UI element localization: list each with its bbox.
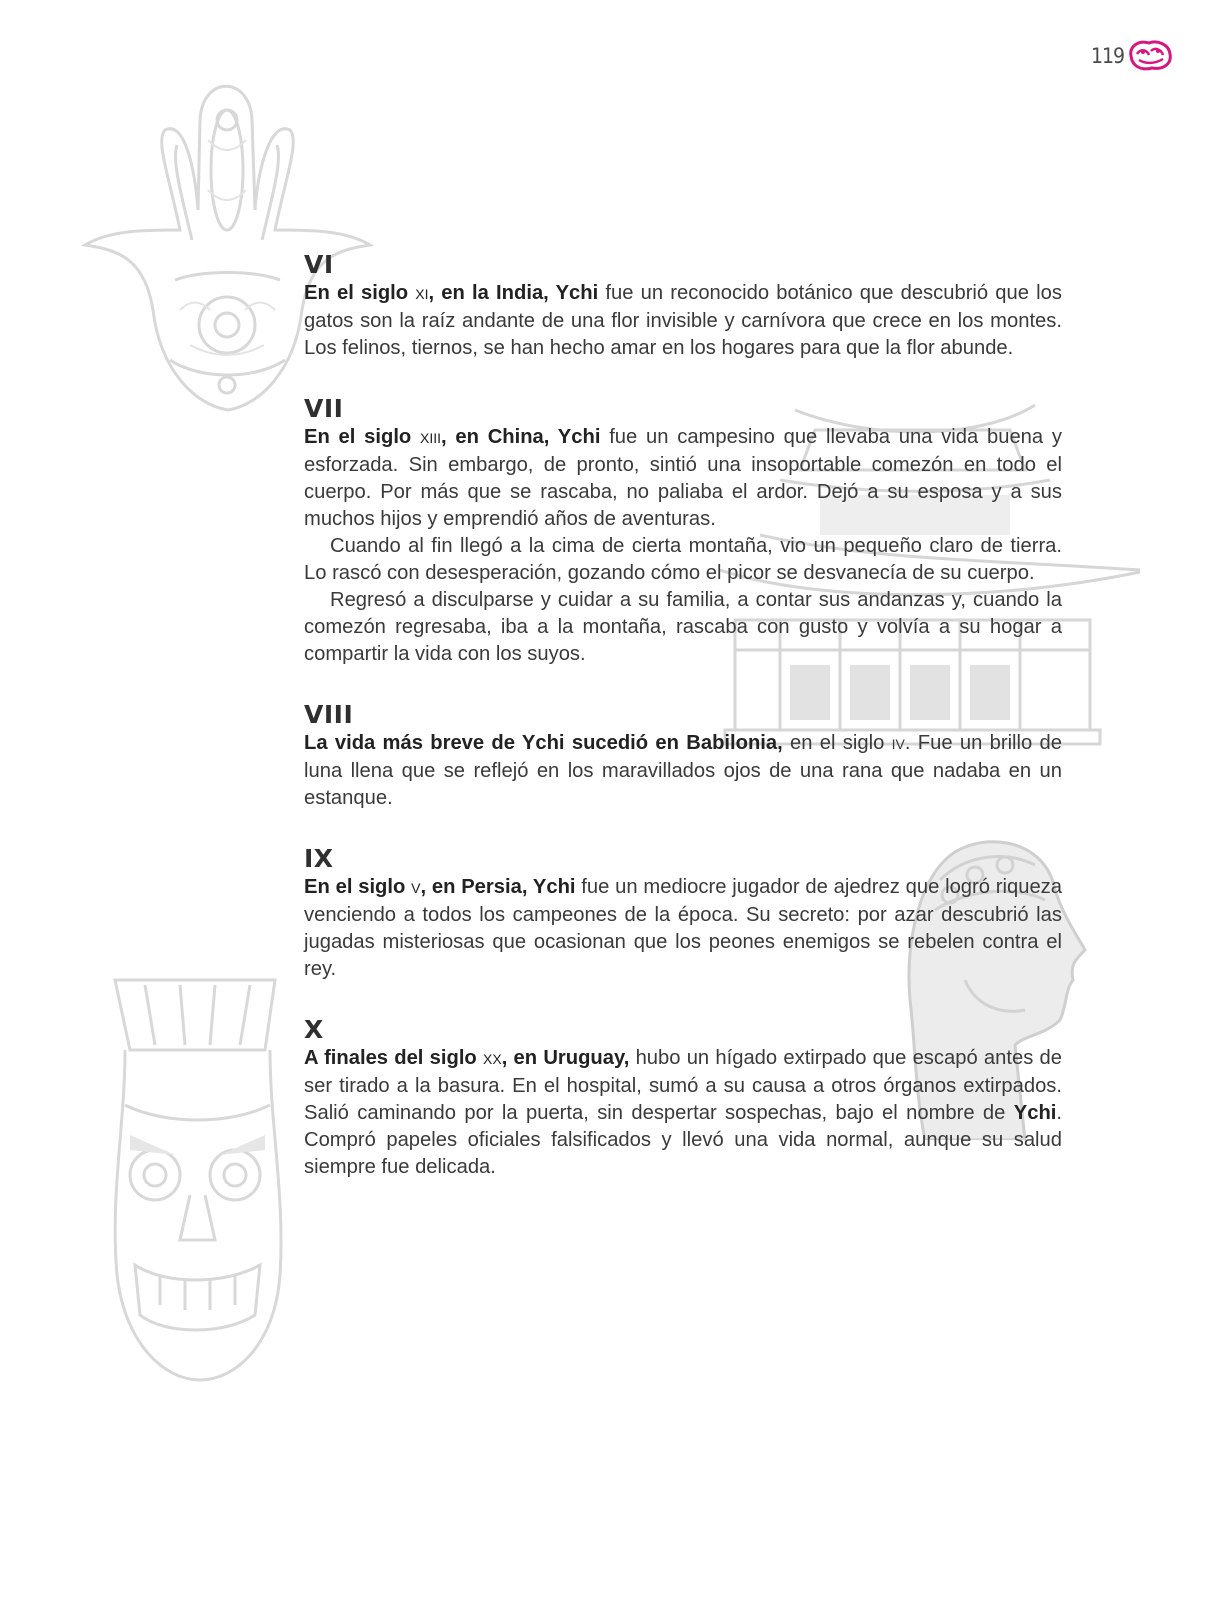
lead-text: En el siglo — [304, 876, 412, 898]
section-x — [304, 1015, 1062, 1181]
lead-text: En el siglo — [304, 282, 416, 304]
lead-text-rest: , en Persia, Ychi — [420, 876, 576, 898]
character-name: Ychi — [1013, 1102, 1057, 1124]
section-vii — [304, 394, 1062, 668]
body-text-end: . Compró papeles oficiales falsificados y llevó una vida normal, aunque su salud siempre fue delicada. — [304, 1102, 1062, 1178]
tiki-mask-illustration — [105, 975, 290, 1385]
lead-text-rest: , en China, Ychi — [441, 426, 601, 448]
body-text: fue un mediocre jugador de ajedrez que logró riqueza venciendo a todos los campeones de la época. Su secreto: por azar descubrió las jugadas misteriosas que ocasionan que los peones enemigos se rebelen contra el rey. — [304, 876, 1062, 980]
section-heading: VI — [304, 250, 334, 279]
section-heading: IX — [304, 844, 334, 873]
section-ix — [304, 844, 1062, 983]
body-text: hubo un hígado extirpado que escapó antes de ser tirado a la basura. En el hospital, sumó a su causa a otros órganos extirpados. Salió caminando por la puerta, sin despertar sospechas, bajo el nombre de — [304, 1047, 1062, 1124]
century-numeral: XIII — [420, 430, 442, 446]
section-heading: X — [304, 1015, 324, 1044]
body-text: . Fue un brillo de luna llena que se reflejó en los maravillados ojos de una rana que nadaba en un estanque. — [304, 732, 1063, 809]
section-paragraph — [304, 874, 1062, 983]
century-numeral: V — [411, 880, 421, 896]
section-paragraph — [304, 730, 1062, 812]
section-paragraph-2: Cuando al fin llegó a la cima de cierta montaña, vio un pequeño claro de tierra. Lo rascó con desesperación, gozando cómo el picor se desvanecía de su cuerpo. — [304, 535, 1062, 584]
body-text-pre: en el siglo — [782, 732, 892, 754]
section-paragraph — [304, 1045, 1062, 1181]
section-paragraph — [304, 424, 1062, 533]
lead-text: En el siglo — [304, 426, 421, 448]
lead-text-rest: , en Uruguay, — [501, 1047, 630, 1069]
section-heading: VII — [304, 394, 344, 423]
section-paragraph — [304, 280, 1062, 362]
body-text: fue un reconocido botánico que descubrió que los gatos son la raíz andante de una flor invisible y carnívora que crece en los montes. Los felinos, tiernos, se han hecho amar en los hogares para que la flor abunde. — [304, 282, 1062, 359]
section-paragraph-3: Regresó a disculparse y cuidar a su familia, a contar sus andanzas y, cuando la comezón regresaba, iba a la montaña, rascaba con gusto y volvía a su hogar a compartir la vida con los suyos. — [304, 589, 1062, 665]
lead-text-rest: , en la India, Ychi — [428, 282, 599, 304]
story-text-column — [304, 250, 1062, 1181]
lead-text: La vida más breve de Ychi sucedió en Babilonia, — [304, 732, 783, 754]
century-numeral: XX — [483, 1051, 502, 1067]
body-text: fue un campesino que llevaba una vida buena y esforzada. Sin embargo, de pronto, sintió una insoportable comezón en todo el cuerpo. Por más que se rascaba, no paliaba el ardor. Dejó a su esposa y a sus muchos hijos y emprendió años de aventuras. — [304, 426, 1062, 530]
publisher-logo — [1127, 38, 1173, 72]
lead-text: A finales del siglo — [304, 1047, 483, 1069]
section-heading: VIII — [304, 700, 354, 729]
section-viii — [304, 700, 1062, 812]
page-number: 119 — [1091, 44, 1125, 68]
section-vi — [304, 250, 1062, 362]
century-numeral: XI — [415, 286, 429, 302]
century-numeral: IV — [891, 736, 905, 752]
